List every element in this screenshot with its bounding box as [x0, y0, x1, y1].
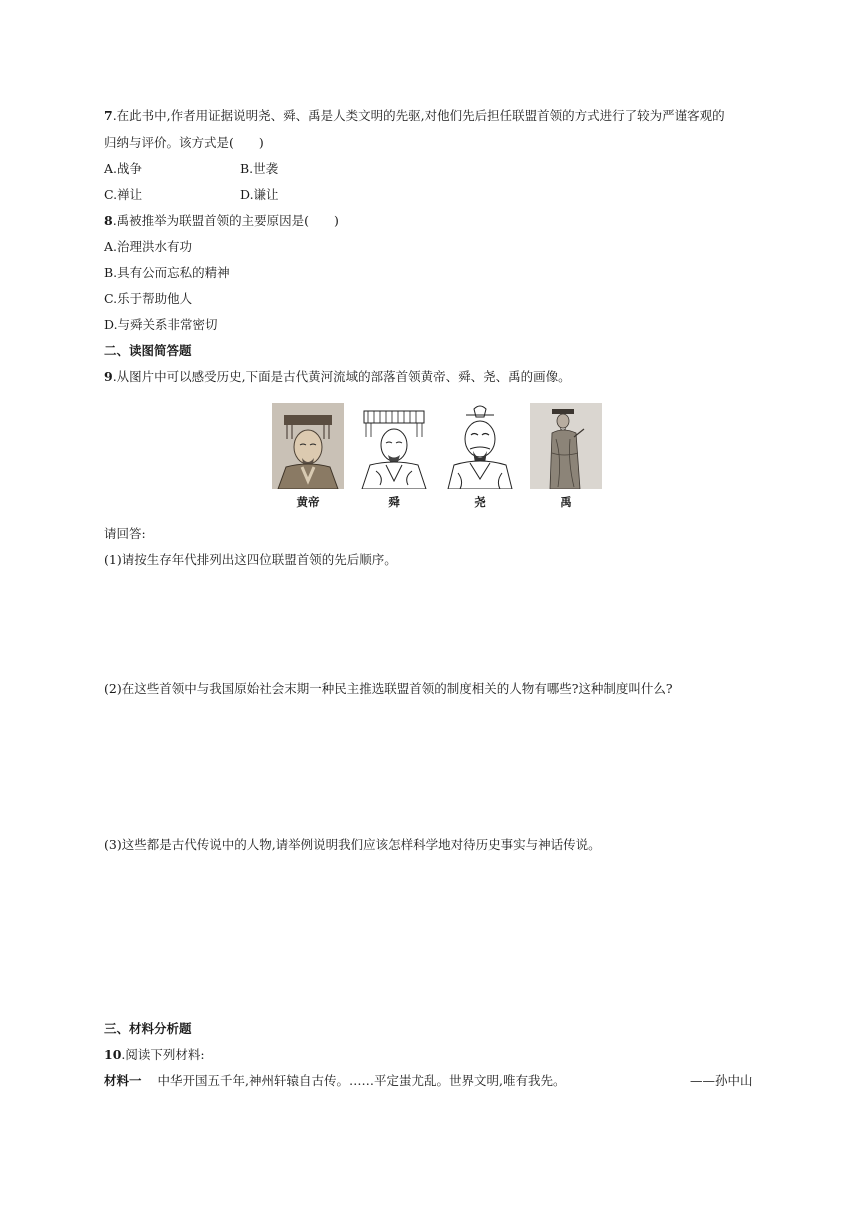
portrait-shun: [358, 403, 430, 489]
q8-option-b: B.具有公而忘私的精神: [104, 265, 230, 280]
q7-option-c: C.禅让: [104, 187, 143, 202]
q8-stem: [104, 213, 339, 229]
caption-shun: 舜: [388, 495, 400, 509]
portrait-yao: [444, 403, 516, 489]
material-label: 材料一: [104, 1073, 142, 1088]
q7-option-b: B.世袭: [240, 161, 279, 176]
q7-number: 7: [104, 108, 113, 123]
q7-stem-line2: 归纳与评价。该方式是( ): [104, 135, 264, 150]
q8-option-c: C.乐于帮助他人: [104, 291, 193, 306]
caption-huangdi: 黄帝: [296, 495, 320, 509]
q9-sub1: (1)请按生存年代排列出这四位联盟首领的先后顺序。: [104, 552, 397, 567]
q9-number: 9: [104, 369, 113, 384]
q8-stem-text: .禹被推举为联盟首领的主要原因是( ): [112, 213, 339, 228]
q9-stem-text: .从图片中可以感受历史,下面是古代黄河流域的部落首领黄帝、舜、尧、禹的画像。: [112, 369, 571, 384]
q9-stem: [104, 369, 571, 385]
caption-yu: 禹: [560, 495, 572, 509]
q7-stem-text: .在此书中,作者用证据说明尧、舜、禹是人类文明的先驱,对他们先后担任联盟首领的方式进行了较为严谨客观的: [112, 108, 725, 123]
q8-number: 8: [104, 213, 113, 228]
material-attribution: ——孙中山: [690, 1073, 753, 1088]
q10-number: 10: [104, 1047, 122, 1062]
portrait-yu: [530, 403, 602, 489]
q8-option-a: A.治理洪水有功: [104, 239, 193, 254]
q10-material-1: [104, 1073, 565, 1089]
q9-sub2: (2)在这些首领中与我国原始社会末期一种民主推选联盟首领的制度相关的人物有哪些?这种制度叫什么?: [104, 681, 673, 696]
q9-prompt: 请回答:: [104, 526, 146, 541]
q9-sub3: (3)这些都是古代传说中的人物,请举例说明我们应该怎样科学地对待历史事实与神话传说。: [104, 837, 601, 852]
q10-stem: [104, 1047, 205, 1063]
q10-stem-text: .阅读下列材料:: [121, 1047, 205, 1062]
section-2-heading: 二、读图简答题: [104, 343, 192, 358]
q7-option-a: A.战争: [104, 161, 143, 176]
q8-option-d: D.与舜关系非常密切: [104, 317, 218, 332]
section-3-heading: 三、材料分析题: [104, 1021, 192, 1036]
q7-option-d: D.谦让: [240, 187, 279, 202]
material-text: 中华开国五千年,神州轩辕自古传。……平定蚩尤乱。世界文明,唯有我先。: [157, 1073, 566, 1088]
q7-stem-line1: [104, 108, 725, 124]
portrait-huangdi: [272, 403, 344, 489]
caption-yao: 尧: [474, 495, 486, 509]
